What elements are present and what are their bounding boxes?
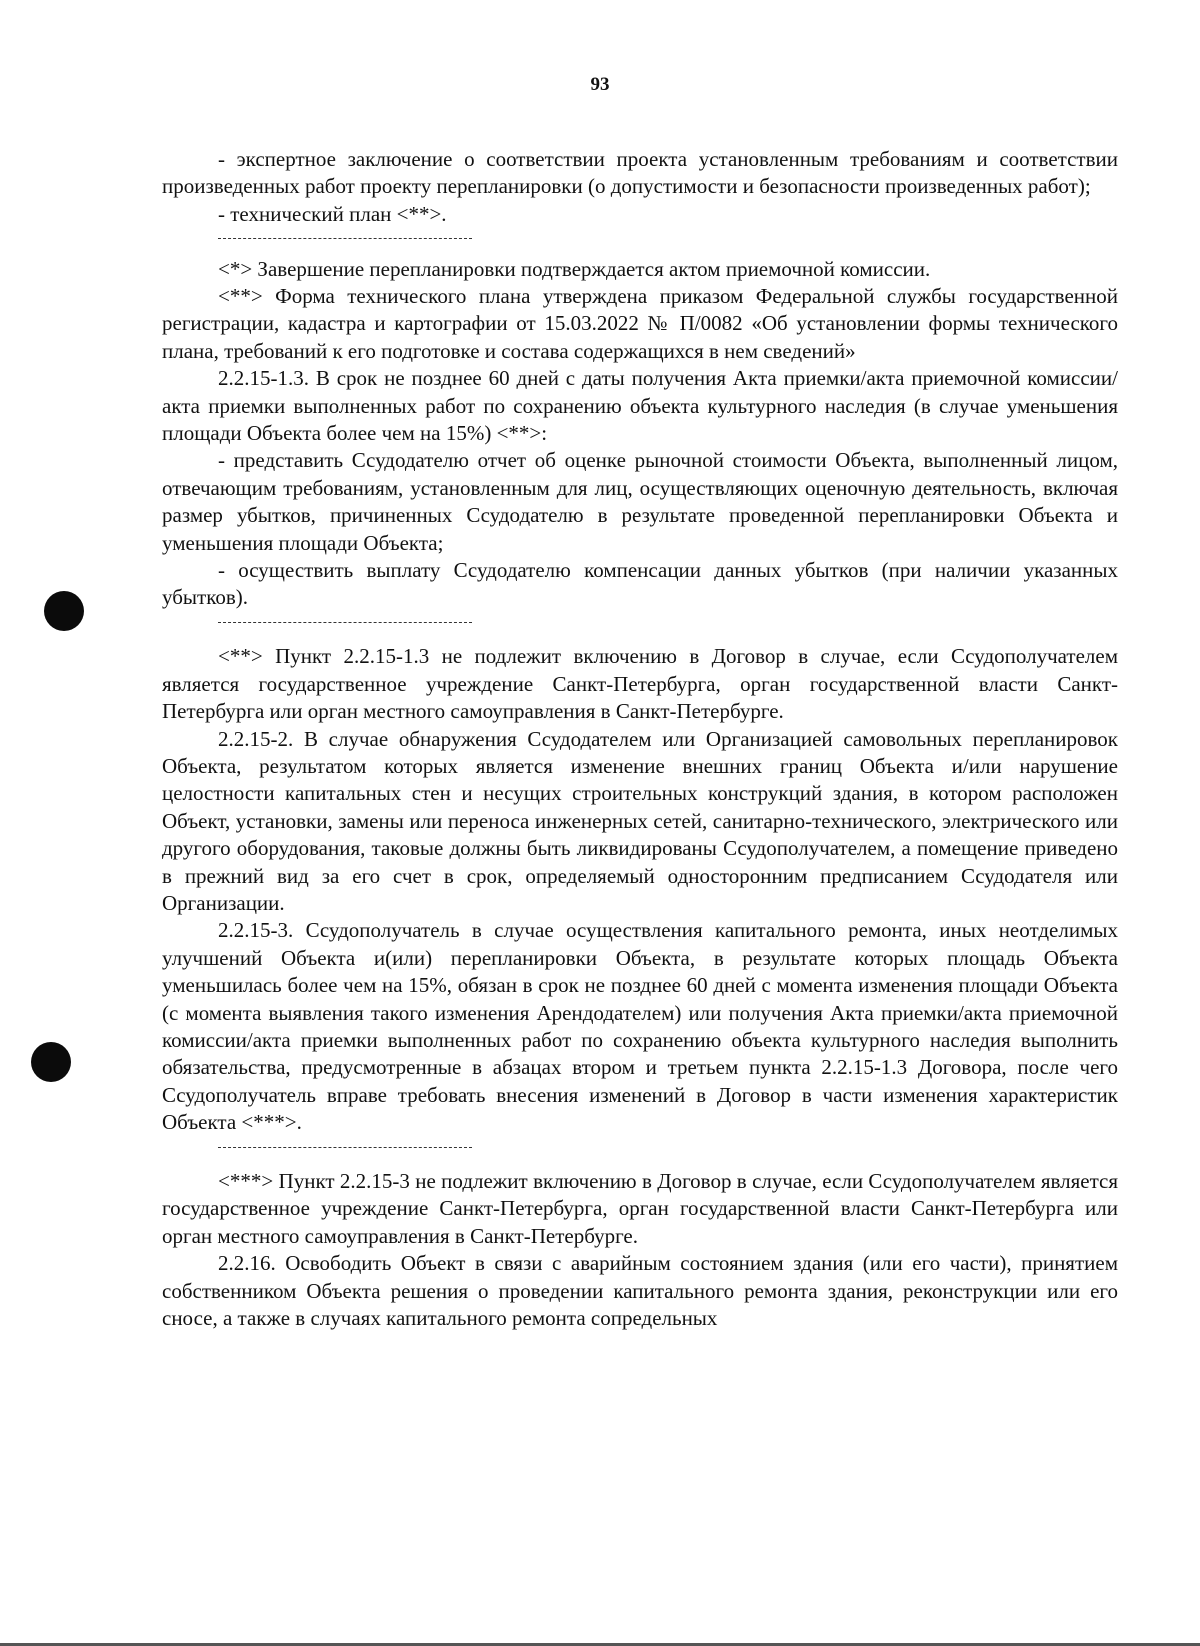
paragraph-technical-plan: - технический план <**>. xyxy=(218,201,447,226)
document-body xyxy=(162,146,1118,1332)
footnote-2-2-15-3: <***> Пункт 2.2.15-3 не подлежит включению в Договор в случае, если Ссудополучателем является государственное учреждение Санкт-Петербурга, орган государственной власти Санкт-Петербурга или орган местного самоуправления в Санкт-Петербурге. xyxy=(162,1168,1118,1248)
footnote-technical-plan-form: <**> Форма технического плана утверждена приказом Федеральной службы государственной регистрации, кадастра и картографии от 15.03.2022 № П/0082 «Об установлении формы технического плана, требований к его подготовке и состава содержащихся в нем сведений» xyxy=(162,284,1118,363)
footnote-separator xyxy=(218,1137,1118,1164)
footnote-separator xyxy=(218,228,1118,255)
paragraph-expert-opinion: - экспертное заключение о соответствии проекта установленным требованиям и соответствии произведенных работ проекту перепланировки (о допустимости и безопасности произведенных работ); xyxy=(162,147,1118,199)
paragraph-valuation-report: - представить Ссудодателю отчет об оценке рыночной стоимости Объекта, выполненный лицом, отвечающим требованиям, установленным для лиц, осуществляющих оценочную деятельность, включая размер убытков, причиненных Ссудодателю в результате проведенной перепланировки Объекта и уменьшения площади Объекта; xyxy=(162,448,1118,555)
punch-hole-bottom xyxy=(31,1042,71,1082)
footnote-2-2-15-1-3: <**> Пункт 2.2.15-1.3 не подлежит включению в Договор в случае, если Ссудополучателем является государственное учреждение Санкт-Петербурга, орган государственной власти Санкт-Петербурга или орган местного самоуправления в Санкт-Петербурге. xyxy=(162,644,1118,724)
page-number: 93 xyxy=(590,74,610,95)
footnote-acceptance-act: <*> Завершение перепланировки подтверждается актом приемочной комиссии. xyxy=(218,256,931,281)
punch-hole-top xyxy=(44,591,84,631)
paragraph-2-2-15-3: 2.2.15-3. Ссудополучатель в случае осуществления капитального ремонта, иных неотделимых улучшений Объекта и(или) перепланировки Объекта, в результате которых площадь Объекта уменьшилась более чем на 15%, обязан в срок не позднее 60 дней с момента изменения площади Объекта (с момента выявления такого изменения Арендодателем) или получения Акта приемки/акта приемочной комиссии/акта приемки выполненных работ по сохранению объекта культурного наследия выполнить обязательства, предусмотренные в абзацах втором и третьем пункта 2.2.15-1.3 Договора, после чего Ссудополучатель вправе требовать внесения изменений в Договор в части изменения характеристик Объекта <***>. xyxy=(162,918,1118,1135)
paragraph-compensation: - осуществить выплату Ссудодателю компенсации данных убытков (при наличии указанных убытков). xyxy=(162,558,1118,610)
paragraph-2-2-16: 2.2.16. Освободить Объект в связи с аварийным состоянием здания (или его части), принятием собственником Объекта решения о проведении капитального ремонта здания, реконструкции или его сносе, а также в случаях капитального ремонта сопредельных xyxy=(162,1251,1118,1331)
footnote-separator xyxy=(218,612,1118,639)
paragraph-2-2-15-1-3: 2.2.15-1.3. В срок не позднее 60 дней с даты получения Акта приемки/акта приемочной комиссии/акта приемки выполненных работ по сохранению объекта культурного наследия (в случае уменьшения площади Объекта более чем на 15%) <**>: xyxy=(162,366,1118,446)
paragraph-2-2-15-2: 2.2.15-2. В случае обнаружения Ссудодателем или Организацией самовольных перепланировок Объекта, результатом которых является изменение внешних границ Объекта и/или нарушение целостности капитальных стен и несущих строительных конструкций здания, в котором расположен Объект, установки, замены или переноса инженерных сетей, санитарно-технического, электрического или другого оборудования, таковые должны быть ликвидированы Ссудополучателем, а помещение приведено в прежний вид за его счет в срок, определяемый односторонним предписанием Ссудодателя или Организации. xyxy=(162,726,1118,915)
